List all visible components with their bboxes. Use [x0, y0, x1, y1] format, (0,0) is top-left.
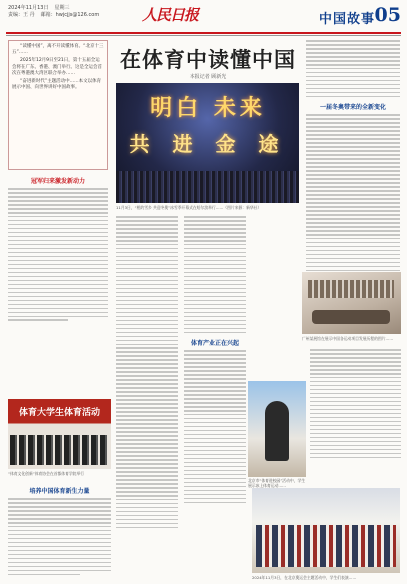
student-figure [265, 401, 289, 461]
body-text-block [310, 349, 401, 458]
team-photo-caption: “体育文化创新”体育协会在首都体育学院举行 [8, 471, 85, 476]
exhibition-shelf [308, 280, 394, 298]
bottom-photo-students [256, 525, 396, 567]
hero-photo-crowd [116, 171, 299, 203]
hero-photo [116, 83, 299, 203]
page-header [6, 4, 401, 34]
team-photo-people [10, 435, 109, 465]
team-photo [8, 399, 111, 469]
editor-note-p3: “奋进新时代”主题活动中……本文以体育展示中国、向世界讲好中国故事。 [12, 79, 102, 91]
subhead-right-1: 一届冬奥带来的全新变化 [319, 104, 386, 112]
editor-note-box [8, 40, 108, 170]
body-text-block [116, 216, 178, 528]
body-text-block [8, 188, 108, 321]
bottom-photo-caption: 2024年11月3日，在北京奥运会主题活动中，学生们表演…… [252, 575, 357, 580]
exhibition-photo [302, 272, 401, 334]
masthead-logo: 人民日报 [142, 6, 199, 24]
subhead-mid-1: 体育产业正在兴起 [190, 340, 239, 348]
exhibition-table [312, 310, 390, 324]
hero-photo-text-2: 共 进 金 途 [129, 132, 287, 156]
body-text-block [306, 114, 400, 275]
student-photo [248, 381, 306, 477]
header-rule [6, 32, 401, 34]
issue-date: 2024年11月13日 [8, 5, 49, 11]
editor-note-p2: 2025年12月9日至21日，第十五届全运会将在广东、香港、澳门举行。这是全运会首次在粤港澳大湾区联合举办…… [12, 58, 102, 76]
subhead-left-1: 冠军归来激发新动力 [30, 178, 85, 185]
body-text-block [184, 350, 246, 503]
body-text-block [184, 216, 246, 333]
body-text-block [8, 498, 111, 575]
section-title: 中国故事 [318, 12, 375, 27]
article-title: 在体育中读懂中国 [120, 47, 296, 72]
header-meta [8, 5, 105, 19]
issue-weekday: 星期三 [54, 5, 70, 11]
article-byline: 本报记者 顾新光 [189, 74, 227, 80]
hero-photo-caption: 11月3日，“相约雪乡 共迎冬奥”冰雪季开幕式在哈尔滨举行……（图片来源：新华社） [116, 205, 262, 210]
right-column [306, 40, 400, 278]
editor-email: 邮箱：hwjcjjs@126.com [40, 12, 100, 18]
bottom-photo [252, 488, 400, 573]
editor-name: 责编：王 丹 [8, 12, 35, 18]
middle-column-b [184, 216, 246, 506]
left-column [8, 40, 108, 323]
editor-note-p1: “读懂中国”，离不开读懂体育。“北京十三五”…… [12, 44, 104, 56]
left-lower-column [8, 481, 111, 578]
page-number: 05 [374, 4, 401, 26]
team-photo-banner: 体育大学生体育活动 [18, 408, 100, 418]
subhead-left-2: 培养中国体育新生力量 [29, 488, 90, 495]
body-text-block [306, 40, 400, 97]
right-lower-column [310, 349, 401, 461]
middle-column-a [116, 216, 178, 531]
exhibition-photo-caption: 广州某展馆在展示中国各运动项目发展历程的图片…… [302, 336, 394, 341]
hero-photo-text-1: 明白 未来 [150, 96, 266, 121]
header-rule-thin [6, 35, 401, 36]
student-photo-caption: 北京市“体育进校园”活动中，学生展示冰上体育运动…… [248, 478, 306, 488]
